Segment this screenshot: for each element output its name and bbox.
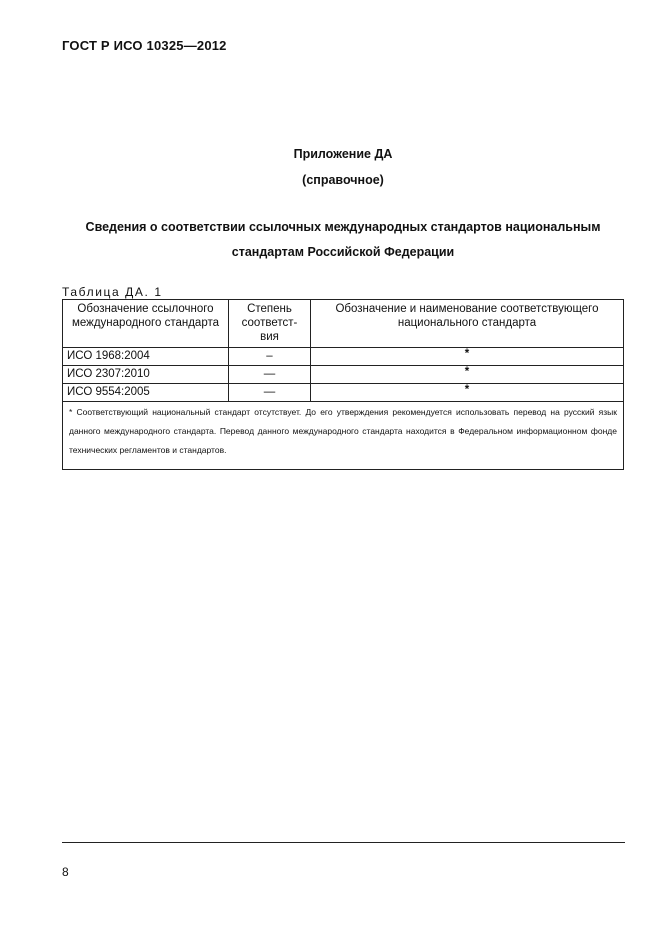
cell-degree: – xyxy=(229,348,311,366)
table-caption: Таблица ДА. 1 xyxy=(62,285,163,299)
cell-national: * xyxy=(311,348,624,366)
cell-standard: ИСО 1968:2004 xyxy=(63,348,229,366)
table-note-row xyxy=(63,402,624,470)
cell-degree: — xyxy=(229,366,311,384)
header-international-standard: Обозначение ссылочного международного стандарта xyxy=(63,300,229,348)
cell-national: * xyxy=(311,366,624,384)
cell-standard: ИСО 2307:2010 xyxy=(63,366,229,384)
table-header-row xyxy=(63,300,624,348)
page-number: 8 xyxy=(62,865,69,879)
header-degree: Степень соответст-вия xyxy=(229,300,311,348)
section-title: Сведения о соответствии ссылочных международных стандартов национальным стандартам Российской Федерации xyxy=(85,220,601,259)
table-row xyxy=(63,366,624,384)
correspondence-table xyxy=(62,299,624,470)
table-row xyxy=(63,348,624,366)
table-row xyxy=(63,384,624,402)
cell-degree: — xyxy=(229,384,311,402)
appendix-title: Приложение ДА xyxy=(293,147,393,161)
footer-divider xyxy=(62,842,625,843)
cell-standard: ИСО 9554:2005 xyxy=(63,384,229,402)
cell-national: * xyxy=(311,384,624,402)
table-footnote: * Соответствующий национальный стандарт отсутствует. До его утверждения рекомендуется использовать перевод на русский язык данного международного стандарта. Перевод данного международного стандарта находится в Федеральном информационном фонде технических регламентов и стандартов. xyxy=(63,402,624,470)
appendix-subtitle: (справочное) xyxy=(302,173,384,187)
header-national-standard: Обозначение и наименование соответствующего национального стандарта xyxy=(311,300,624,348)
document-code: ГОСТ Р ИСО 10325—2012 xyxy=(62,38,227,53)
